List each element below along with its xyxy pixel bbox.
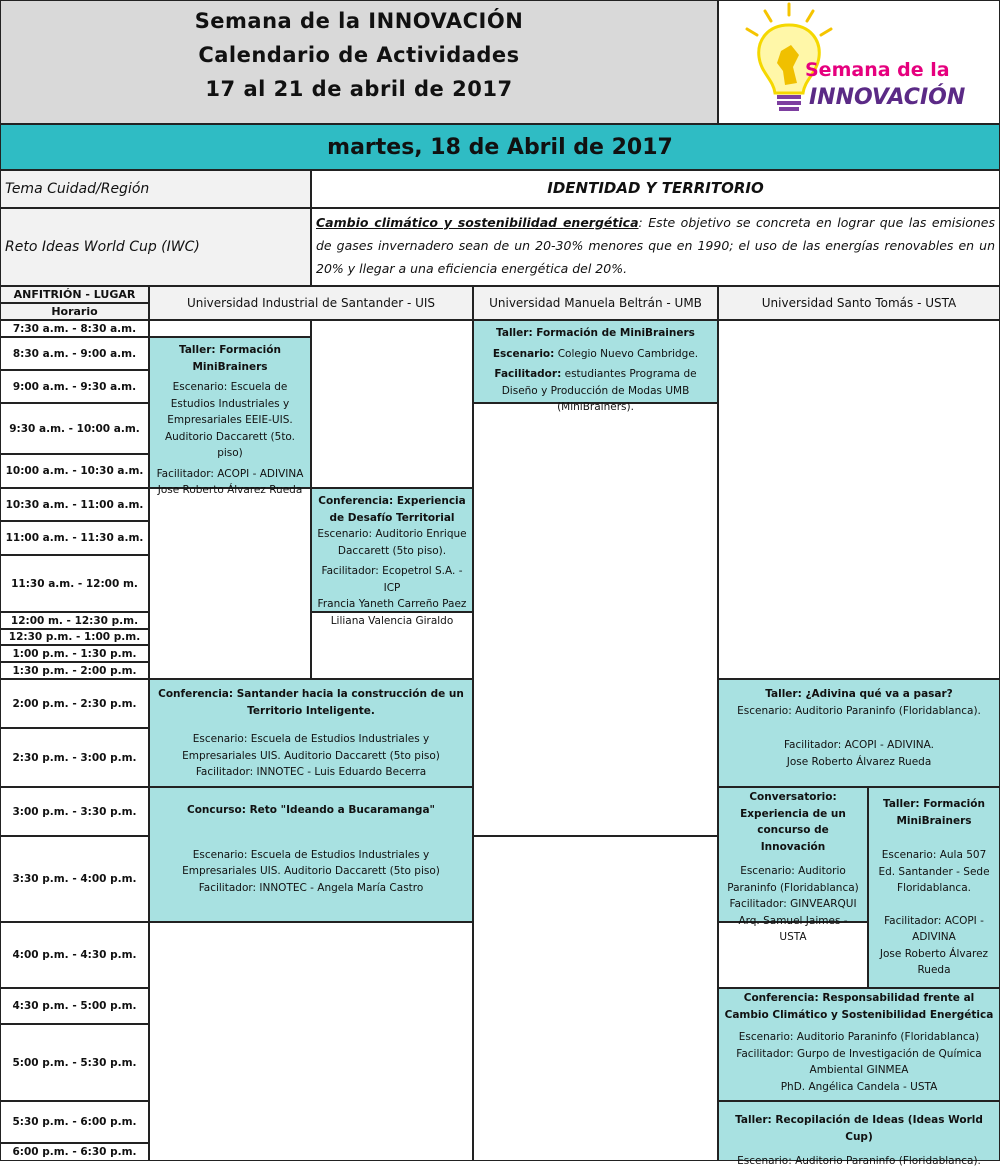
event-facilitator: Facilitador: ACOPI - ADIVINA. (783, 739, 934, 751)
event-facilitator-label: Facilitador: (494, 368, 562, 380)
event-venue: Escenario: Auditorio Paraninfo (Floridablanca) (738, 1031, 980, 1043)
empty-cell (149, 488, 311, 679)
time-slot: 1:30 p.m. - 2:00 p.m. (0, 662, 149, 679)
empty-cell (718, 320, 1000, 679)
time-slot: 2:30 p.m. - 3:00 p.m. (0, 728, 149, 787)
event-facilitator: estudiantes Programa de Diseño y Producción de Modas UMB (MiniBrainers). (501, 368, 697, 413)
time-slot: 2:00 p.m. - 2:30 p.m. (0, 679, 149, 728)
event-venue: Escenario: Escuela de Estudios Industriales y Empresariales UIS. Auditorio Daccarett (5to piso) (182, 733, 440, 762)
empty-cell (311, 320, 473, 488)
event-umb-taller-minibrainers[interactable] (473, 320, 718, 413)
event-title: Conferencia: Experiencia de Desafío Territorial (318, 495, 466, 524)
event-title: Taller: Formación MiniBrainers (179, 344, 281, 373)
time-slot: 11:30 a.m. - 12:00 m. (0, 555, 149, 612)
day-banner: martes, 18 de Abril de 2017 (0, 124, 1000, 170)
time-header: Horario (0, 303, 149, 320)
usta-header: Universidad Santo Tomás - USTA (718, 286, 1000, 320)
event-venue: Escenario: Aula 507 Ed. Santander - Sede Floridablanca. (878, 849, 990, 894)
event-venue-label: Escenario: (492, 347, 555, 360)
time-slot: 7:30 a.m. - 8:30 a.m. (0, 320, 149, 337)
event-facilitator: Facilitador: GINVEARQUI (729, 898, 857, 910)
host-header: ANFITRIÓN - LUGAR (0, 286, 149, 303)
reto-description (311, 208, 1000, 286)
event-title: Conversatorio: Experiencia de un concurso de Innovación (740, 791, 846, 853)
event-title: Conferencia: Responsabilidad frente al Cambio Climático y Sostenibilidad Energética (724, 992, 994, 1021)
event-title: Concurso: Reto "Ideando a Bucaramanga" (186, 804, 435, 816)
time-slot: 8:30 a.m. - 9:00 a.m. (0, 337, 149, 370)
event-uis-taller-minibrainers[interactable] (149, 337, 311, 496)
reto-title: Cambio climático y sostenibilidad energética (316, 215, 639, 230)
time-slot: 12:00 m. - 12:30 p.m. (0, 612, 149, 629)
empty-cell (149, 922, 473, 1161)
event-venue: Escenario: Auditorio Paraninfo (Floridablanca). (737, 704, 981, 717)
event-facilitator-name: Jose Roberto Álvarez Rueda (157, 484, 303, 496)
time-slot: 12:30 p.m. - 1:00 p.m. (0, 629, 149, 645)
event-usta-conferencia-cambio-climatico[interactable] (718, 988, 1000, 1101)
time-slot: 10:00 a.m. - 10:30 a.m. (0, 454, 149, 488)
event-facilitator-name: Liliana Valencia Giraldo (330, 614, 454, 627)
time-slot: 10:30 a.m. - 11:00 a.m. (0, 488, 149, 521)
event-title: Taller: Recopilación de Ideas (Ideas World Cup) (735, 1114, 983, 1143)
time-slot: 4:00 p.m. - 4:30 p.m. (0, 922, 149, 988)
empty-cell (149, 320, 311, 337)
event-title: Taller: Formación de MiniBrainers (496, 327, 695, 339)
event-venue: Escenario: Auditorio Enrique Daccarett (5to piso). (317, 528, 467, 557)
time-slot: 3:30 p.m. - 4:00 p.m. (0, 836, 149, 922)
event-facilitator-name: Jose Roberto Álvarez Rueda (879, 947, 989, 976)
empty-cell (473, 836, 718, 1161)
logo-text-top: Semana de la (805, 59, 950, 81)
logo (718, 0, 1000, 124)
empty-cell (473, 403, 718, 836)
event-venue: Colegio Nuevo Cambridge. (557, 347, 699, 360)
event-title: Semana de la INNOVACIÓN (194, 9, 524, 33)
event-facilitator: Facilitador: ACOPI - ADIVINA (156, 467, 304, 480)
event-usta-taller-minibrainers[interactable] (868, 787, 1000, 988)
event-venue: Escenario: Escuela de Estudios Industriales y Empresariales EEIE-UIS. Auditorio Daccarett (5to. piso) (164, 381, 296, 459)
time-slot: 3:00 p.m. - 3:30 p.m. (0, 787, 149, 836)
event-uis-concurso-reto[interactable] (149, 787, 473, 922)
title-block (0, 0, 718, 124)
time-slot: 1:00 p.m. - 1:30 p.m. (0, 645, 149, 662)
event-usta-taller-recopilacion[interactable] (718, 1101, 1000, 1167)
tema-value: IDENTIDAD Y TERRITORIO (311, 170, 1000, 208)
event-uis-conferencia-desafio[interactable] (311, 488, 473, 627)
event-facilitator: Facilitador: Gurpo de Investigación de Química Ambiental GINMEA (736, 1047, 982, 1076)
event-usta-conversatorio[interactable] (718, 787, 868, 943)
calendar-subtitle: Calendario de Actividades (198, 43, 520, 67)
reto-label: Reto Ideas World Cup (IWC) (0, 208, 311, 286)
event-facilitator: Facilitador: INNOTEC - Luis Eduardo Becerra (195, 766, 427, 778)
time-slot: 11:00 a.m. - 11:30 a.m. (0, 521, 149, 555)
time-slot: 4:30 p.m. - 5:00 p.m. (0, 988, 149, 1024)
event-facilitator-name: Francia Yaneth Carreño Paez (317, 598, 467, 610)
event-uis-conferencia-santander[interactable] (149, 679, 473, 787)
date-range: 17 al 21 de abril de 2017 (205, 77, 513, 101)
event-facilitator: Facilitador: Ecopetrol S.A. - ICP (321, 565, 463, 594)
tema-label: Tema Cuidad/Región (0, 170, 311, 208)
event-venue: Escenario: Auditorio Paraninfo (Floridablanca). (737, 1155, 981, 1167)
event-title: Taller: Formación MiniBrainers (883, 798, 985, 827)
uis-header: Universidad Industrial de Santander - UIS (149, 286, 473, 320)
time-slot: 5:30 p.m. - 6:00 p.m. (0, 1101, 149, 1143)
time-slot: 9:00 a.m. - 9:30 a.m. (0, 370, 149, 403)
time-slot: 6:00 p.m. - 6:30 p.m. (0, 1143, 149, 1161)
umb-header: Universidad Manuela Beltrán - UMB (473, 286, 718, 320)
event-facilitator: Facilitador: ACOPI - ADIVINA (884, 914, 984, 943)
event-facilitator-name: Arq. Samuel Jaimes - USTA (738, 914, 848, 943)
event-venue: Escenario: Escuela de Estudios Industriales y Empresariales UIS. Auditorio Daccarett (5to piso) (182, 848, 440, 877)
reto-text: : Este objetivo se concreta en lograr que las emisiones de gases invernadero sean de un 20-30% menores que en 1990; el uso de las energías renovables en un 20% y llegar a una eficiencia energética del 20%. (316, 215, 995, 276)
time-slot: 9:30 a.m. - 10:00 a.m. (0, 403, 149, 454)
event-usta-taller-adivina[interactable] (718, 679, 1000, 787)
event-facilitator-name: PhD. Angélica Candela - USTA (780, 1080, 938, 1093)
event-title: Conferencia: Santander hacia la construcción de un Territorio Inteligente. (158, 688, 464, 717)
event-venue: Escenario: Auditorio Paraninfo (Floridablanca) (727, 865, 859, 894)
event-facilitator: Facilitador: INNOTEC - Angela María Castro (198, 881, 424, 894)
time-slot: 5:00 p.m. - 5:30 p.m. (0, 1024, 149, 1101)
event-title: Taller: ¿Adivina qué va a pasar? (765, 688, 953, 700)
event-facilitator-name: Jose Roberto Álvarez Rueda (786, 755, 932, 768)
logo-text-bottom: INNOVACIÓN (809, 85, 966, 110)
